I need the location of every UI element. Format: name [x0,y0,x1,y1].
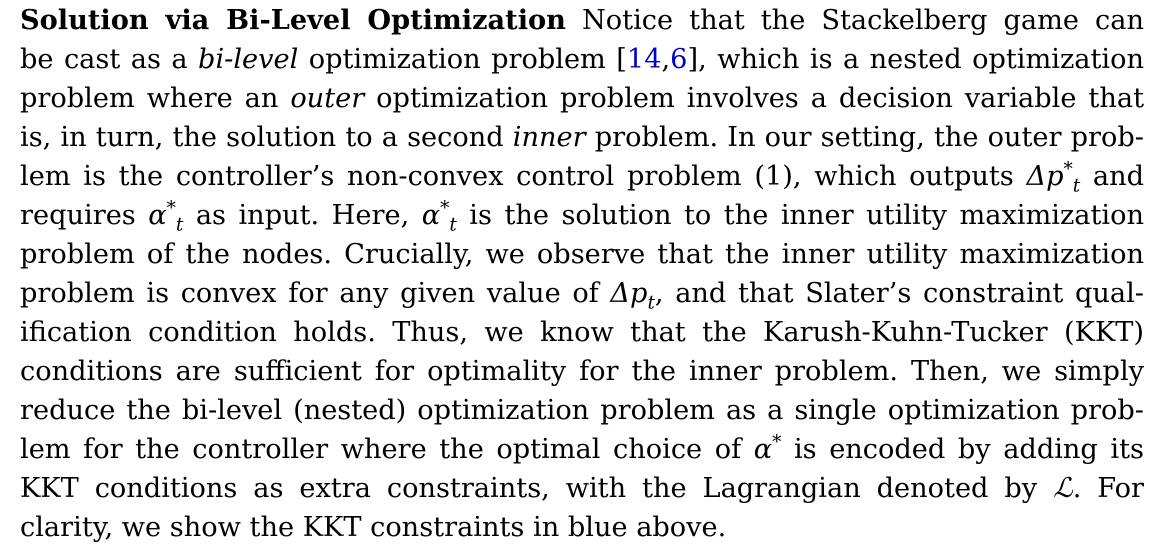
text-line [20,469,1144,508]
text-run: is encoded by adding its [781,434,1144,465]
math-symbol: Δp [610,278,648,309]
math-symbol: ℒ [1053,473,1073,504]
text-run: conditions are sufficient for optimality for the inner problem. Then, we simply [20,356,1144,387]
citation-link[interactable]: 6 [670,44,688,75]
paragraph-body [20,1,1144,547]
math-symbol: t [449,214,457,235]
text-line [20,313,1144,352]
math-symbol: * [772,431,782,453]
emphasis-text: outer [290,83,365,114]
math-symbol: t [647,292,655,313]
text-line [20,235,1144,274]
math-symbol: t [175,214,184,235]
text-line [20,40,1144,79]
text-run: lem for the controller where the optimal choice of [20,434,754,465]
emphasis-text: bi-level [198,44,299,75]
math-symbol: t [1072,175,1081,196]
text-run: KKT conditions as extra constraints, with the Lagrangian denoted by [20,473,1054,504]
text-run: and [1080,161,1144,192]
text-run: be cast as a [20,44,199,75]
text-line [20,196,1144,235]
math-symbol: α [148,200,167,231]
text-run: , [661,44,671,75]
text-run: , and that Slater’s constraint qual- [654,278,1144,309]
math-symbol: * [440,197,450,219]
text-line [20,352,1144,391]
math-symbol: α [421,200,441,231]
text-run: requires [20,200,149,231]
text-run: ification condition holds. Thus, we know that the Karush-Kuhn-Tucker (KKT) [20,317,1144,348]
text-line [20,508,1144,547]
math-symbol: Δp [1026,161,1064,192]
text-run: lem is the controller’s non-convex control problem (1), which outputs [20,161,1027,192]
text-run: problem where an [20,83,291,114]
paragraph-heading: Solution via Bi-Level Optimization [20,4,566,36]
text-run: optimization problem involves a decision variable that [364,83,1144,114]
text-line [20,157,1144,196]
emphasis-text: inner [512,122,586,153]
text-run: problem. In our setting, the outer prob- [585,122,1144,153]
text-run: Notice that the Stackelberg game can [582,5,1144,36]
text-run: ], which is a nested optimization [687,44,1144,75]
text-run: problem of the nodes. Crucially, we observe that the inner utility maximization [20,239,1144,270]
text-run: clarity, we show the KKT constraints in blue above. [20,512,727,543]
text-line [20,1,1144,40]
text-run: . For [1072,473,1144,504]
text-run: optimization problem [ [298,44,627,75]
text-run: is, in turn, the solution to a second [20,122,513,153]
text-line [20,430,1144,469]
text-line [20,79,1144,118]
text-line [20,274,1144,313]
math-symbol: * [166,197,176,219]
text-run: is the solution to the inner utility maximization [456,200,1144,231]
text-line [20,391,1144,430]
text-run: as input. Here, [183,200,422,231]
citation-link[interactable]: 14 [626,44,662,75]
text-line [20,118,1144,157]
text-run: reduce the bi-level (nested) optimization problem as a single optimization prob- [20,395,1144,426]
math-symbol: α [753,434,773,465]
math-symbol: * [1063,158,1073,180]
text-run: problem is convex for any given value of [20,278,611,309]
